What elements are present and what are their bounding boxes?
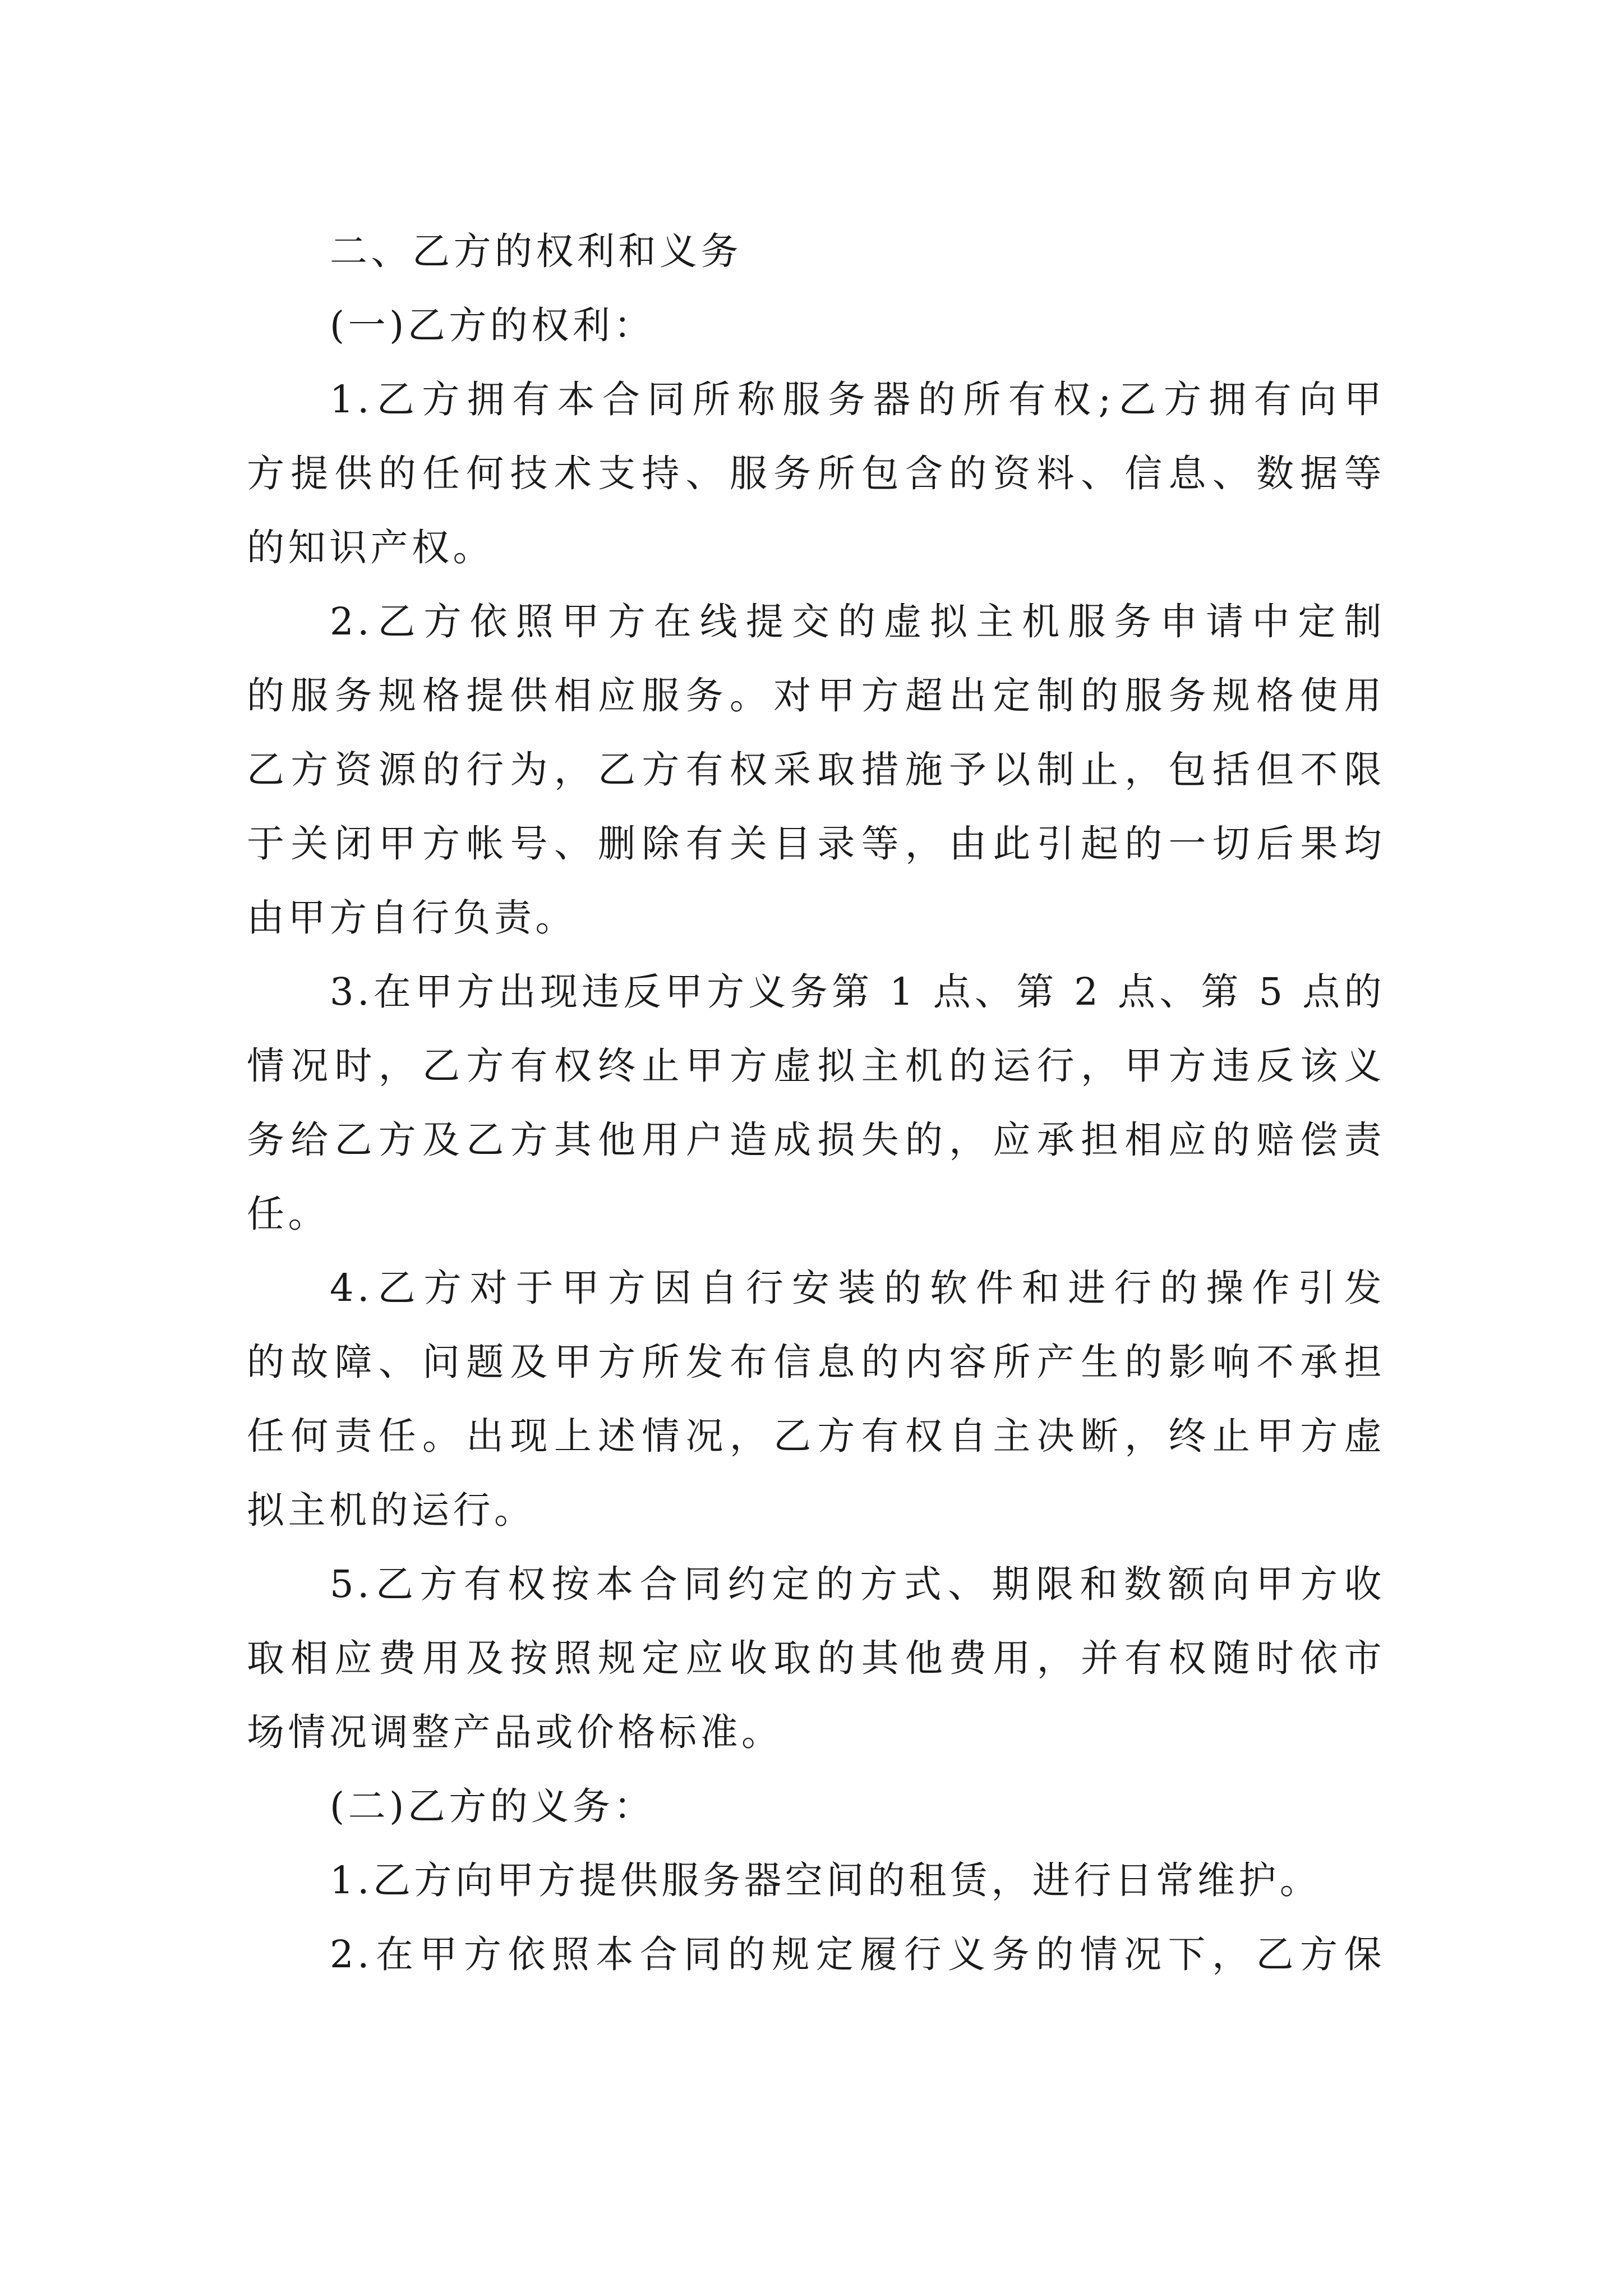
text-line: 的服务规格提供相应服务。对甲方超出定制的服务规格使用 [247,674,1385,717]
text-line: 1.乙方向甲方提供服务器空间的租赁，进行日常维护。 [330,1858,1321,1902]
text-line: 务给乙方及乙方其他用户造成损失的，应承担相应的赔偿责 [247,1118,1385,1162]
document-body [247,214,1385,1991]
text-line: 的故障、问题及甲方所发布信息的内容所产生的影响不承担 [247,1340,1385,1384]
text-line: 由甲方自行负责。 [247,896,577,940]
text-line: 4.乙方对于甲方因自行安装的软件和进行的操作引发 [330,1266,1385,1310]
text-line: 取相应费用及按照规定应收取的其他费用，并有权随时依市 [247,1636,1385,1680]
text-line: 的知识产权。 [247,526,494,569]
text-line: 乙方资源的行为，乙方有权采取措施予以制止，包括但不限 [247,748,1385,792]
text-line: 方提供的任何技术支持、服务所包含的资料、信息、数据等 [247,452,1385,495]
text-line: 2.在甲方依照本合同的规定履行义务的情况下，乙方保 [330,1932,1385,1976]
text-line: 2.乙方依照甲方在线提交的虚拟主机服务申请中定制 [330,600,1385,643]
text-line: (一)乙方的权利： [330,303,655,347]
text-line: 任何责任。出现上述情况，乙方有权自主决断，终止甲方虚 [247,1414,1385,1458]
text-line: 3.在甲方出现违反甲方义务第 1 点、第 2 点、第 5 点的 [330,970,1385,1014]
text-line: 任。 [247,1192,329,1236]
text-line: (二)乙方的义务： [330,1784,655,1828]
text-line: 二、乙方的权利和义务 [330,229,742,273]
text-line: 1.乙方拥有本合同所称服务器的所有权;乙方拥有向甲 [330,378,1385,421]
text-line: 5.乙方有权按本合同约定的方式、期限和数额向甲方收 [330,1562,1385,1606]
text-line: 拟主机的运行。 [247,1488,536,1532]
text-line: 场情况调整产品或价格标准。 [247,1710,783,1754]
text-line: 情况时，乙方有权终止甲方虚拟主机的运行，甲方违反该义 [247,1044,1385,1088]
text-line: 于关闭甲方帐号、删除有关目录等，由此引起的一切后果均 [247,822,1385,866]
